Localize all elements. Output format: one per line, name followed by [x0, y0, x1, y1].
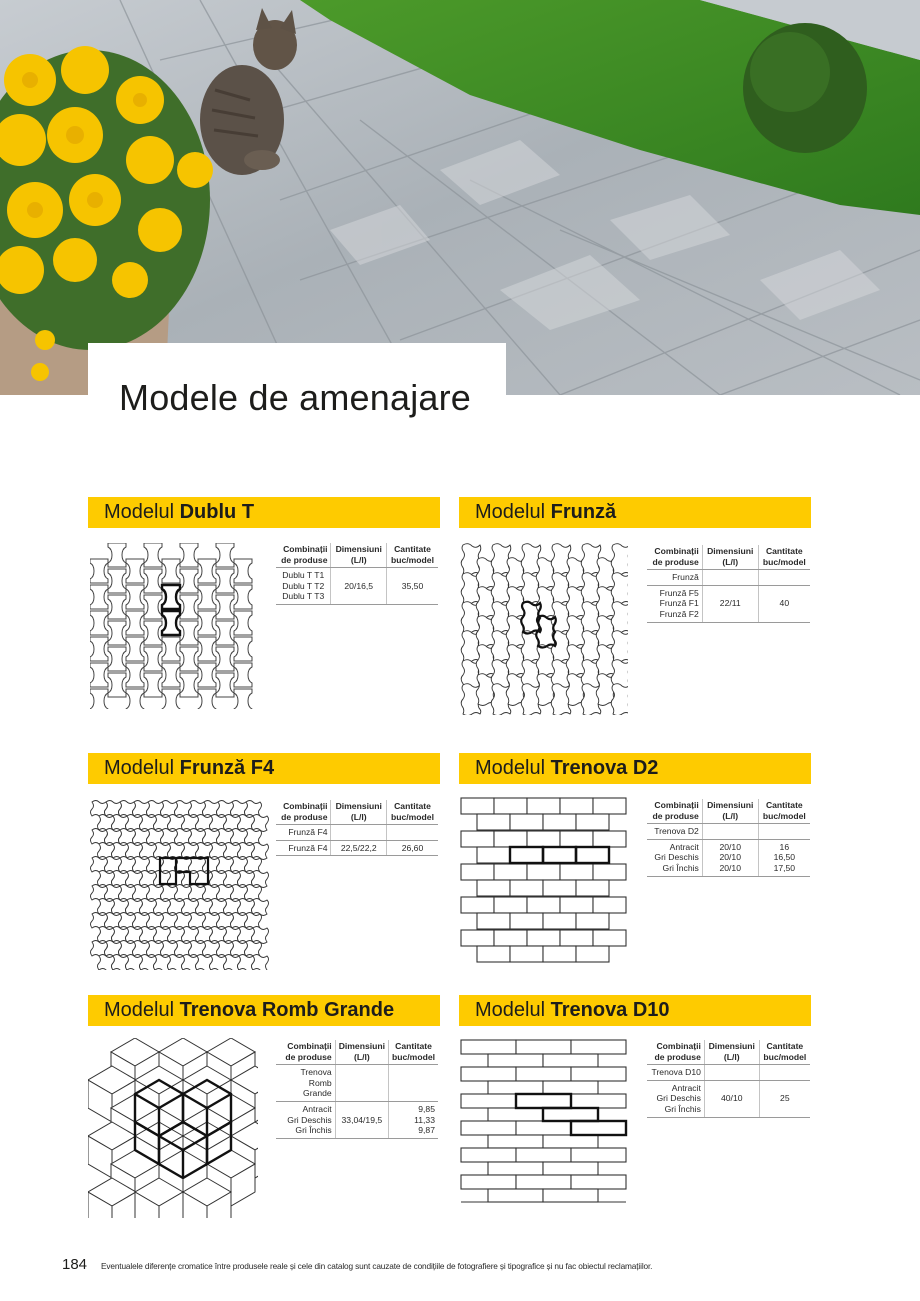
- section-dublu-t: [88, 497, 440, 528]
- table-row: Frunză F4: [276, 825, 438, 841]
- footer-disclaimer: Eventualele diferențe cromatice între produsele reale și cele din catalog sunt cauzate de condițiile de fotografiere și tipografice și nu fac obiectul reclamațiilor.: [101, 1261, 653, 1271]
- table-row: Antracit Gri Deschis Gri Închis 20/10 20/10 20/10 16 16,50 17,50: [647, 839, 810, 876]
- section-name: Frunză F4: [179, 757, 275, 779]
- section-trenova-romb-grande: [88, 995, 440, 1026]
- frunza-table: Combinații de produse Dimensiuni (L/l) Cantitate buc/model Frunză Frunză F5 Frunză F1 Frunză F2 22/11 40: [647, 545, 810, 623]
- header-dimensions: Dimensiuni (L/l): [331, 543, 387, 568]
- header-quantity: Cantitate buc/model: [386, 543, 438, 568]
- section-prefix: Modelul: [104, 757, 175, 779]
- hero-photo: [0, 0, 920, 395]
- section-name: Dublu T: [179, 501, 255, 523]
- table-row: Frunză F5 Frunză F1 Frunză F2 22/11 40: [647, 585, 810, 622]
- trenova-romb-pattern-diagram: [88, 1038, 258, 1218]
- section-header: [88, 497, 440, 528]
- hero-photo-illustration: [0, 0, 920, 395]
- table-row: Antracit Gri Deschis Gri Închis 40/10 25: [647, 1080, 810, 1117]
- section-trenova-d2: [459, 753, 811, 784]
- trenova-d10-table: Combinații de produse Dimensiuni (L/l) Cantitate buc/model Trenova D10 Antracit Gri Deschis Gri Închis 40/10 25: [647, 1040, 810, 1118]
- section-name: Trenova D2: [550, 757, 659, 779]
- section-prefix: Modelul: [475, 501, 546, 523]
- section-prefix: Modelul: [104, 999, 175, 1021]
- trenova-romb-grande-table: Combinații de produse Dimensiuni (L/l) Cantitate buc/model Trenova Romb Grande Antracit Gri Deschis Gri Închis 33,04/19,5 9,85 11,33 9,87: [276, 1040, 438, 1139]
- frunza-f4-pattern-diagram: [90, 800, 274, 970]
- section-header: [459, 497, 811, 528]
- table-row: Antracit Gri Deschis Gri Închis 33,04/19,5 9,85 11,33 9,87: [276, 1101, 438, 1138]
- frunza-pattern-diagram: [460, 543, 628, 715]
- section-name: Frunză: [550, 501, 617, 523]
- section-header: [459, 753, 811, 784]
- dublu-t-pattern-diagram: [90, 543, 268, 709]
- frunza-f4-table: Combinații de produse Dimensiuni (L/l) Cantitate buc/model Frunză F4 Frunză F4 22,5/22,2 26,60: [276, 800, 438, 856]
- trenova-d2-table: Combinații de produse Dimensiuni (L/l) Cantitate buc/model Trenova D2 Antracit Gri Deschis Gri Închis 20/10 20/10 20/10 16 16,50 17,50: [647, 799, 810, 877]
- dublu-t-table: [276, 543, 438, 605]
- page-title: Modele de amenajare: [119, 377, 472, 418]
- section-header: [88, 753, 440, 784]
- table-row: Frunză F4 22,5/22,2 26,60: [276, 840, 438, 856]
- trenova-d10-pattern-diagram: [460, 1039, 628, 1207]
- trenova-d2-pattern-diagram: [460, 797, 628, 965]
- page-number: 184: [62, 1256, 88, 1273]
- section-prefix: Modelul: [104, 501, 175, 523]
- section-name: Trenova Romb Grande: [179, 999, 395, 1021]
- section-frunza: [459, 497, 811, 528]
- section-frunza-f4: [88, 753, 440, 784]
- header-combinations: Combinații de produse: [276, 543, 331, 568]
- section-header: [459, 995, 811, 1026]
- table-row: Trenova D10: [647, 1065, 810, 1081]
- section-trenova-d10: [459, 995, 811, 1026]
- section-header: [88, 995, 440, 1026]
- table-row: Trenova Romb Grande: [276, 1065, 438, 1102]
- section-name: Trenova D10: [550, 999, 670, 1021]
- section-prefix: Modelul: [475, 999, 546, 1021]
- table-row: Trenova D2: [647, 824, 810, 840]
- table-row: Dublu T T1 Dublu T T2 Dublu T T3 20/16,5 35,50: [276, 568, 438, 605]
- table-row: Frunză: [647, 570, 810, 586]
- section-prefix: Modelul: [475, 757, 546, 779]
